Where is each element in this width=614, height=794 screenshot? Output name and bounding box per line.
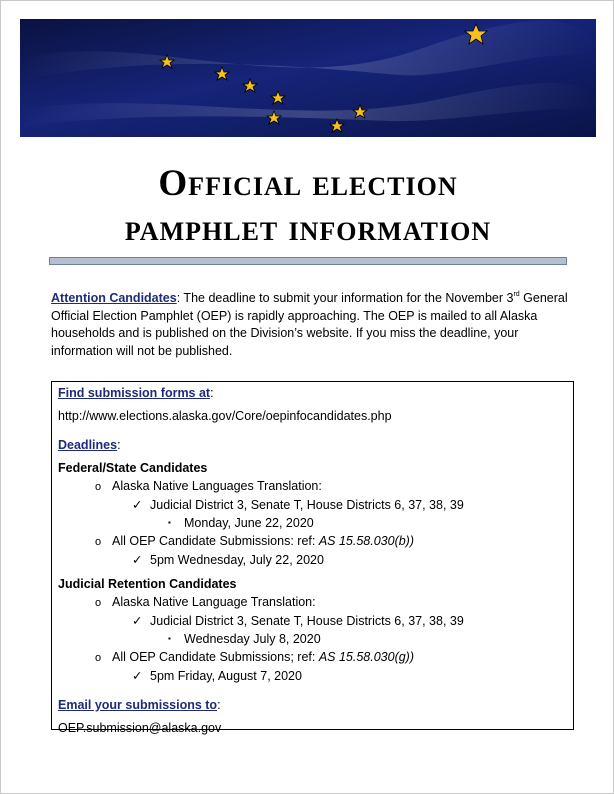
find-forms-heading: [58, 384, 573, 402]
federal-statute-ref: AS 15.58.030(b)): [318, 534, 415, 548]
federal-translation-date-text: Monday, June 22, 2020: [184, 516, 314, 530]
judicial-districts-text: Judicial District 3, Senate T, House Districts 6, 37, 38, 39: [150, 614, 464, 628]
judicial-submissions-date: [58, 667, 573, 685]
check-bullet-icon: ✓: [132, 614, 143, 628]
federal-submissions-date-text: 5pm Wednesday, July 22, 2020: [150, 553, 324, 567]
alaska-flag-banner: [20, 19, 596, 137]
judicial-submissions-label: All OEP Candidate Submissions; ref:: [112, 650, 319, 664]
title-line-1: Official election: [158, 163, 458, 204]
circle-bullet-icon: o: [95, 652, 102, 664]
judicial-heading: Judicial Retention Candidates: [58, 577, 237, 591]
judicial-item-translation: [58, 593, 573, 612]
square-bullet-icon: ▪: [168, 634, 171, 643]
flag-image: [20, 19, 596, 137]
federal-districts-text: Judicial District 3, Senate T, House Districts 6, 37, 38, 39: [150, 498, 464, 512]
deadlines-label: Deadlines: [58, 438, 118, 452]
judicial-translation-districts: [58, 612, 573, 630]
find-forms-colon: :: [210, 386, 214, 400]
intro-text-1: The deadline to submit your information for the November 3: [180, 291, 514, 305]
attention-label: Attention Candidates: [51, 291, 177, 305]
check-bullet-icon: ✓: [132, 498, 143, 512]
circle-bullet-icon: o: [95, 536, 102, 548]
intro-text-2: General Official Election Pamphlet (OEP) is rapidly approaching. The OEP is mailed to all Alaska households and is published on the Division’s website. If you miss the deadline, your information will not be published.: [51, 291, 568, 358]
judicial-translation-date: [58, 630, 573, 648]
federal-item-submissions: [58, 532, 573, 551]
check-bullet-icon: ✓: [132, 553, 143, 567]
deadlines-colon: :: [117, 438, 121, 452]
page-title: [1, 161, 614, 251]
ordinal-sup: rd: [513, 291, 520, 298]
federal-item-translation: [58, 477, 573, 496]
attention-colon: :: [176, 291, 181, 305]
find-forms-label: Find submission forms at: [58, 386, 211, 400]
intro-paragraph: [51, 290, 571, 360]
email-heading: [58, 696, 573, 714]
deadlines-heading: [58, 436, 573, 454]
judicial-translation-date-text: Wednesday July 8, 2020: [184, 632, 321, 646]
email-colon: :: [217, 698, 221, 712]
title-line-2: pamphlet information: [124, 208, 492, 249]
circle-bullet-icon: o: [95, 597, 102, 609]
judicial-item-submissions: [58, 648, 573, 667]
submission-email[interactable]: OEP.submission@alaska.gov: [58, 721, 222, 735]
square-bullet-icon: ▪: [168, 518, 171, 527]
federal-translation-date: [58, 514, 573, 532]
federal-translation-label: Alaska Native Languages Translation:: [112, 479, 322, 493]
federal-submissions-label: All OEP Candidate Submissions: ref:: [112, 534, 319, 548]
title-divider: [49, 257, 567, 265]
email-label: Email your submissions to: [58, 698, 218, 712]
federal-submissions-date: [58, 551, 573, 569]
judicial-submissions-date-text: 5pm Friday, August 7, 2020: [150, 669, 302, 683]
info-box: [51, 381, 574, 735]
judicial-statute-ref: AS 15.58.030(g)): [318, 650, 415, 664]
check-bullet-icon: ✓: [132, 669, 143, 683]
federal-translation-districts: [58, 496, 573, 514]
judicial-translation-label: Alaska Native Language Translation:: [112, 595, 316, 609]
forms-url[interactable]: http://www.elections.alaska.gov/Core/oepinfocandidates.php: [58, 409, 392, 423]
circle-bullet-icon: o: [95, 481, 102, 493]
federal-heading: Federal/State Candidates: [58, 461, 208, 475]
